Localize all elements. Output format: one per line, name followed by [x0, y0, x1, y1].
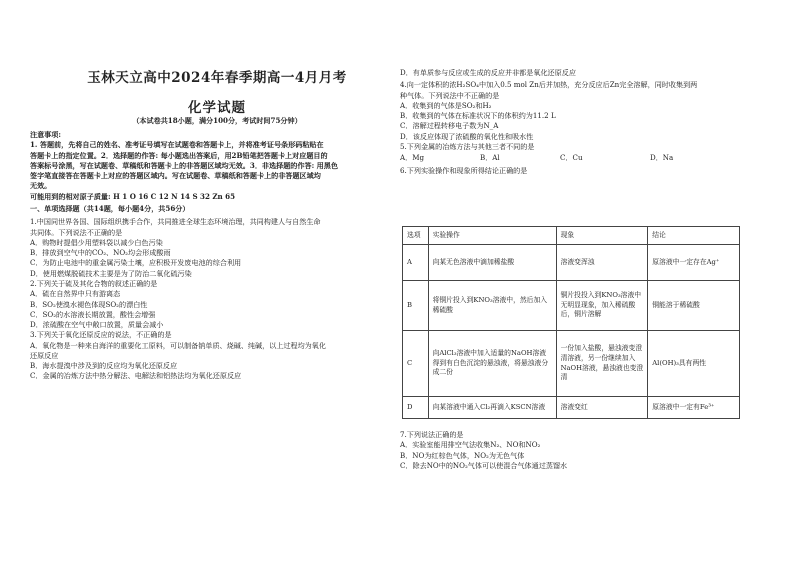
q1-option-d: D．使用燃煤脱硫技术主要是为了防治二氧化硫污染 — [30, 268, 192, 278]
q4-stem: 4.向一定体积的浓H₂SO₄中加入0.5 mol Zn后并加热，充分反应后Zn完全溶解，同时收集到两 — [400, 80, 698, 90]
q6-table — [402, 226, 740, 419]
q3-option-d: D．有单质参与反应或生成的反应并非都是氧化还原反应 — [400, 68, 576, 77]
q3-stem: 3.下列关于氧化还原反应的说法，不正确的是 — [30, 330, 172, 340]
table-cell: 一份加入盐酸，悬浊液变澄清溶液，另一份继续加入NaOH溶液，悬浊液也变澄清 — [556, 331, 648, 397]
q3-option-c: C．金属的冶炼方法中热分解法、电解法和铝热法均为氧化还原反应 — [30, 371, 242, 381]
section-heading: 一、单项选择题（共14题，每小题4分，共56分） — [30, 203, 190, 213]
table-cell: C — [403, 331, 429, 397]
q2-option-c: C．SO₂的水溶液长期放置，酸性会增强 — [30, 309, 156, 319]
table-row — [403, 331, 740, 397]
q4-option-c: C．溶解过程转移电子数为N_A — [400, 121, 499, 131]
q5-option-a: A．Mg — [400, 153, 425, 163]
q1-option-a: A．购物时提倡少用塑料袋以减少白色污染 — [30, 237, 163, 247]
q7-option-c: C．除去NO中的NO₂气体可以使混合气体通过蒸馏水 — [400, 460, 568, 470]
table-cell: A — [403, 245, 429, 281]
exam-info: （本试卷共18小题，满分100分，考试时间75分钟） — [132, 116, 302, 125]
notes-line: 无效。 — [30, 181, 52, 191]
q7-option-b: B．NO为红棕色气体，NO₂为无色气体 — [400, 450, 525, 460]
q1-stem: 共同体。下列说法不正确的是 — [30, 227, 123, 237]
q7-option-a: A．实验室能用排空气法收集N₂、NO和NO₂ — [400, 440, 541, 450]
table-cell: 溶液变红 — [556, 397, 648, 419]
table-header: 现象 — [556, 227, 648, 245]
table-header: 实验操作 — [428, 227, 556, 245]
q4-option-d: D．该反应体现了浓硫酸的氧化性和吸水性 — [400, 131, 534, 141]
q6-table-wrap — [400, 0, 745, 561]
q4-option-b: B．收集到的气体在标准状况下的体积约为11.2 L — [400, 111, 556, 121]
table-row — [403, 245, 740, 281]
q2-option-b: B．SO₂使溴水褪色体现SO₂的漂白性 — [30, 299, 148, 309]
table-header: 结论 — [648, 227, 740, 245]
q7-stem: 7.下列说法正确的是 — [400, 430, 464, 439]
q2-option-a: A．硫在自然界中只有游离态 — [30, 289, 121, 299]
q4-stem: 种气体。下列说法中不正确的是 — [400, 90, 500, 100]
q1-stem: 1.中国同世界各国、国际组织携手合作，共同推进全球生态环境治理，共同构建人与自然生命 — [30, 217, 321, 227]
table-cell: 原溶液中一定有Fe³⁺ — [648, 397, 740, 419]
table-cell: Al(OH)₃具有两性 — [648, 331, 740, 397]
question-1 — [30, 217, 387, 279]
table-cell: 向AlCl₃溶液中加入适量的NaOH溶液得到有白色沉淀的悬浊液，将悬浊液分成二份 — [428, 331, 556, 397]
q5-option-b: B．Al — [480, 153, 500, 163]
notes-line: 答案标号涂黑，写在试题卷、草稿纸和答题卡上的非答题区域均无效。3．非选择题的作答: 用黑色 — [30, 160, 338, 170]
q4-option-a: A．收集到的气体是SO₂和H₂ — [400, 100, 492, 110]
question-3 — [30, 330, 387, 381]
atomic-masses: 可能用到的相对原子质量: H 1 O 16 C 12 N 14 S 32 Zn 65 — [30, 191, 236, 201]
q5-option-c: C．Cu — [560, 153, 583, 163]
table-cell: 溶液变浑浊 — [556, 245, 648, 281]
notes-line: 签字笔直接答在答题卡上对应的答题区域内。写在试题卷、草稿纸和答题卡上的非答题区域均 — [30, 171, 321, 181]
table-row — [403, 397, 740, 419]
table-cell: 向某无色溶液中滴加稀盐酸 — [428, 245, 556, 281]
q3-option-b: B．海水提溴中涉及到的反应均为氧化还原反应 — [30, 361, 178, 371]
q3-option-a: A．氧化物是一种来自海洋的重要化工原料，可以制备钠单质、烧碱、纯碱，以上过程均为氧化 — [30, 340, 326, 350]
table-cell: 将铜片投入到KNO₃溶液中，然后加入稀硫酸 — [428, 281, 556, 331]
q1-option-c: C．为防止电池中的重金属污染土壤，应积极开发废电池的综合利用 — [30, 258, 242, 268]
notes-line: 答题卡上的指定位置。2．选择题的作答: 每小题选出答案后，用2B铅笔把答题卡上对应题目的 — [30, 150, 328, 160]
q5-option-d: D．Na — [650, 153, 674, 163]
exam-subtitle: 化学试题 — [188, 100, 246, 116]
exam-title: 玉林天立高中2024年春季期高一4月月考 — [87, 70, 347, 86]
table-cell: B — [403, 281, 429, 331]
table-cell: D — [403, 397, 429, 419]
notes-line: 1. 答题前，先将自己的姓名、准考证号填写在试题卷和答题卡上，并将准考证号条形码粘贴在 — [30, 140, 324, 150]
q6-stem: 6.下列实验操作和现象所得结论正确的是 — [400, 165, 528, 175]
q5-stem: 5.下列金属的冶炼方法与其他三者不同的是 — [400, 141, 535, 151]
q2-stem: 2.下列关于硫及其化合物的叙述正确的是 — [30, 278, 158, 288]
q1-option-b: B．排放到空气中的CO₂、NO₂均会形成酸雨 — [30, 248, 171, 258]
table-cell: 铜片投投入到KNO₃溶液中无明显现象，加入稀硫酸后，铜片溶解 — [556, 281, 648, 331]
q3-option-a-cont: 还原反应 — [30, 350, 59, 360]
table-cell: 铜能溶于稀硫酸 — [648, 281, 740, 331]
question-2 — [30, 279, 387, 330]
table-header: 选项 — [403, 227, 429, 245]
table-header-row — [403, 227, 740, 245]
table-cell: 原溶液中一定存在Ag⁺ — [648, 245, 740, 281]
question-7 — [400, 430, 745, 471]
notes-heading: 注意事项: — [30, 130, 61, 139]
notes-block — [30, 130, 387, 382]
table-cell: 向某溶液中通入Cl₂再滴入KSCN溶液 — [428, 397, 556, 419]
q2-option-d: D．浓硫酸在空气中敞口放置，质量会减小 — [30, 320, 164, 330]
table-row — [403, 281, 740, 331]
